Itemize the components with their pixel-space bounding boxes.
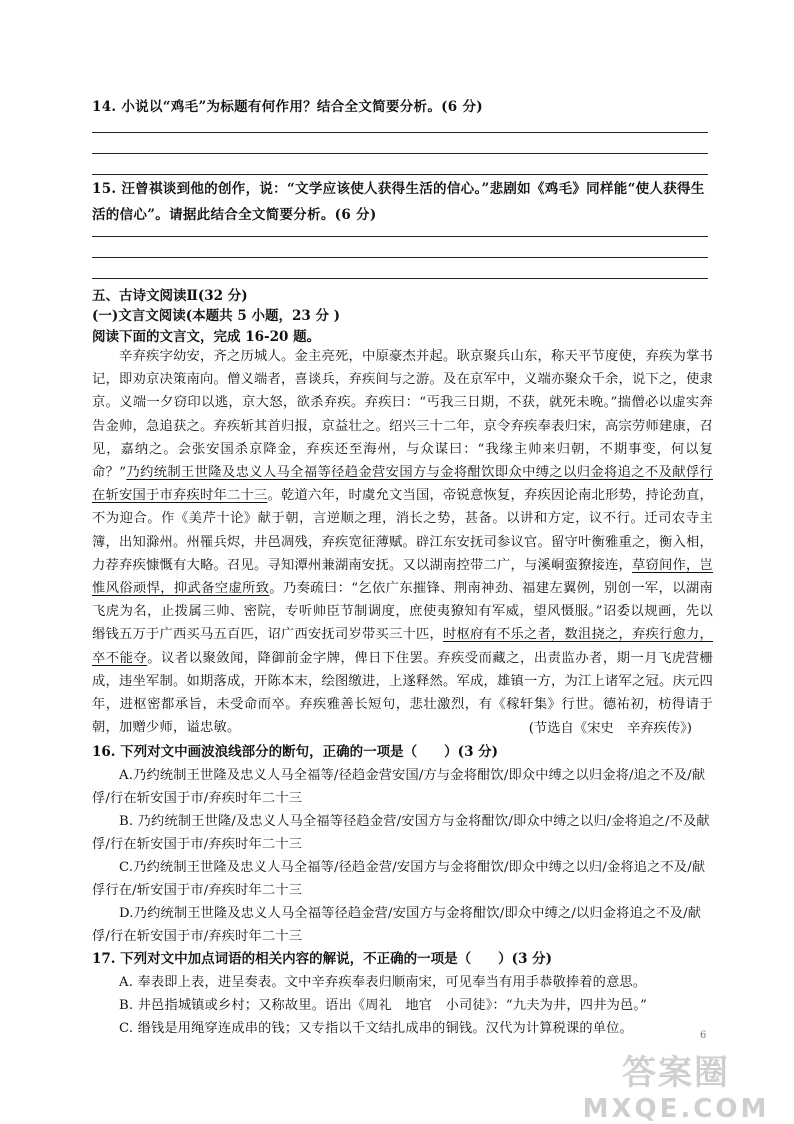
answer-line[interactable] xyxy=(92,257,708,258)
option-text: B. 乃约统制王世隆/及忠义人马全福等径趋金营/安国方与金将酣饮/即众中缚之以归/金将追之/不及献俘/行在斩安国于市/弃疾时年二十三 xyxy=(92,814,710,852)
passage-text: 。议者以聚敛闻，降御前金字牌，俾日下住罢。弃疾受而藏之，出责监办者，期一月飞虎营栅成，违坐军制。如期落成，开陈本末，绘图缴进，上遂释然。军成，雄镇一方，为江上诸军之冠。庆元四年，进枢密都承旨，未受命而卒。弃疾雅善长短句，悲壮激烈，有《稼轩集》行世。德祐初，枋得请于朝，加赠少师，谥忠敏。 xyxy=(92,650,713,736)
question-16-stem: 16. 下列对文中画波浪线部分的断句，正确的一项是（ ）(3 分) xyxy=(92,744,499,760)
answer-line[interactable] xyxy=(92,174,708,175)
page-number: 6 xyxy=(700,1030,707,1041)
option-17-b[interactable] xyxy=(92,994,713,1017)
passage-source: (节选自《宋史 辛弃疾传》) xyxy=(528,721,692,736)
reading-instruction: 阅读下面的文言文，完成 16-20 题。 xyxy=(92,329,321,345)
option-text: A.乃约统制王世隆及忠义人马全福等/径趋金营安国/方与金将酣饮/即众中缚之以归金将/追之不及/献俘/行在斩安国于市/弃疾时年二十三 xyxy=(92,768,706,806)
section-subtitle: (一)文言文阅读(本题共 5 小题，23 分 ) xyxy=(92,308,341,324)
passage-text: 。乾道六年，时虞允文当国，帝锐意恢复，弃疾因论南北形势，持论劲直，不为迎合。作《美芹十论》献于朝，言逆顺之理，消长之势，甚备。以讲和方定，议不行。迁司农寺主簿，出知滁州。州罹兵烬，井邑凋残，弃疾宽征薄赋。辟江东安抚司参议官。留守叶衡雅重之，衡入相，力荐弃疾慷慨有大略。召见。寻知潭州兼湖南安抚。又以湖南控带二广，与溪峒蛮獠接连， xyxy=(92,488,713,573)
question-17-stem: 17. 下列对文中加点词语的相关内容的解说，不正确的一项是（ ）(3 分) xyxy=(92,951,553,967)
option-16-a[interactable] xyxy=(92,764,713,810)
underlined-sentence: 时枢府有不乐之者，数沮挠之，弃疾行愈力，卒不能夺 xyxy=(92,627,713,666)
answer-line[interactable] xyxy=(92,236,708,237)
option-text: C. 缗钱是用绳穿连成串的钱；又专指以千文结扎成串的铜钱。汉代为计算税课的单位。 xyxy=(119,1021,633,1036)
watermark-text: 答案圈 xyxy=(622,1053,730,1093)
option-text: B. 井邑指城镇或乡村；又称故里。语出《周礼 地官 小司徒》：“九夫为井，四井为邑。” xyxy=(119,998,648,1013)
question-14: 14. 小说以“鸡毛”为标题有何作用？结合全文简要分析。(6 分) xyxy=(92,99,483,115)
underlined-sentence: 草窃间作，岂惟风俗顽悍，抑武备空虚所致 xyxy=(92,557,713,597)
option-16-d[interactable] xyxy=(92,902,713,948)
option-17-c[interactable] xyxy=(92,1017,713,1040)
wavy-underline-sentence: 乃约统制王世隆及忠义人马全福等径趋金营安国方与金将酣饮即众中缚之以归金将追之不及献俘行在斩安国于市弃疾时年二十三 xyxy=(92,465,713,504)
watermark-url: MXQE.COM xyxy=(582,1094,770,1124)
watermark-logo xyxy=(576,1045,776,1124)
option-16-b[interactable] xyxy=(92,810,713,856)
option-text: D.乃约统制王世隆及忠义人马全福等径趋金营/安国方与金将酣饮/即众中缚之/以归金将追之不及/献俘/行在斩安国于市/弃疾时年二十三 xyxy=(92,906,702,944)
option-text: A. 奉表即上表，进呈奏表。文中辛弃疾奉表归顺南宋，可见奉当有用手恭敬捧着的意思。 xyxy=(119,975,647,990)
answer-line[interactable] xyxy=(92,132,708,133)
section-title: 五、古诗文阅读Ⅱ(32 分) xyxy=(92,288,248,304)
option-17-a[interactable] xyxy=(92,971,713,994)
classical-passage xyxy=(92,345,713,739)
question-15: 15. 汪曾祺谈到他的创作，说：“文学应该使人获得生活的信心。”悲剧如《鸡毛》同样能“使人获得生活的信心”。请据此结合全文简要分析。(6 分) xyxy=(92,181,705,223)
answer-line[interactable] xyxy=(92,153,708,154)
option-16-c[interactable] xyxy=(92,856,713,902)
option-text: C.乃约统制王世隆及忠义人马全福等/径趋金营/安国方与金将酣饮/即众中缚之以归/金将追之不及/献俘行在/斩安国于市/弃疾时年二十三 xyxy=(92,860,706,898)
passage-text: 辛弃疾字幼安，齐之历城人。金主亮死，中原豪杰并起。耿京聚兵山东，称天平节度使，弃疾为掌书记，即劝京决策南向。僧义端者，喜谈兵，弃疾间与之游。及在京军中，义端亦聚众千余，说下之，使隶京。义端一夕窃印以逃，京大怒，欲杀弃疾。弃疾曰：“丐我三日期，不获，就死未晚。”揣僧必以虚实奔告金帅，急追获之。弃疾斩其首归报，京益壮之。绍兴三十二年，京令弃疾奉表归宋，高宗劳师建康，召见，嘉纳之。会张安国杀京降金，弃疾还至海州，与众谋曰：“我缘主帅来归朝，不期事变，何以复命？” xyxy=(92,349,713,481)
answer-line[interactable] xyxy=(92,278,708,279)
passage-text: 。乃奏疏曰：“乞依广东摧锋、荆南神劲、福建左翼例，别创一军，以湖南飞虎为名，止拨属三帅、密院，专听帅臣节制调度，庶使夷獠知有军威，望风慑服。”诏委以规画，先以缗钱五万于广西买马五百匹，诏广西安抚司岁带买三十匹， xyxy=(92,581,713,643)
